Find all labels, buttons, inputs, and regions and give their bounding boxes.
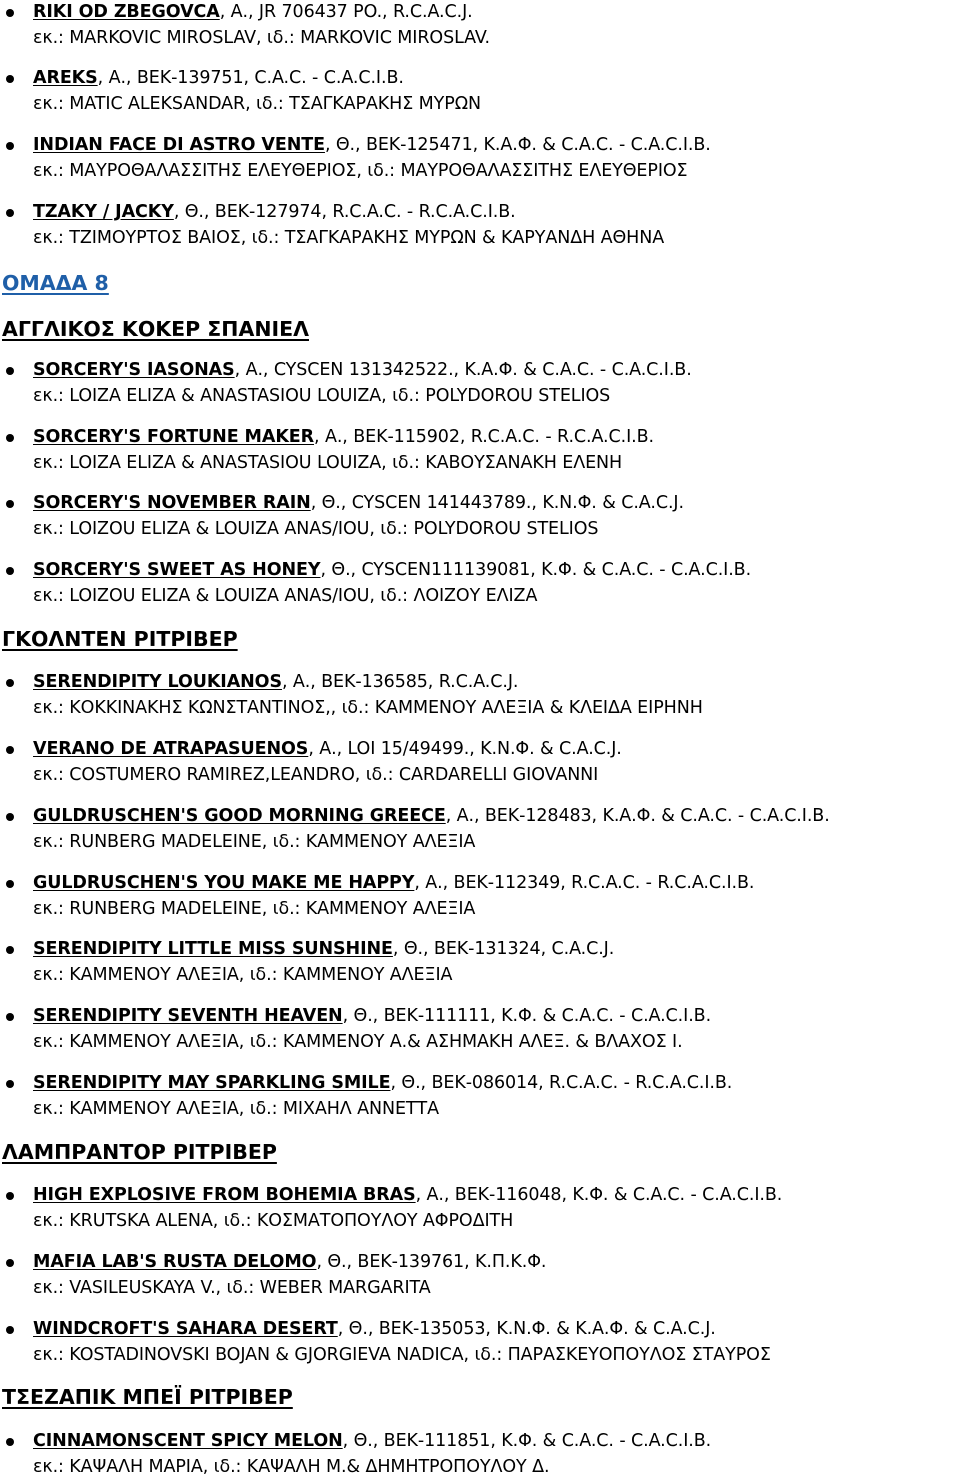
dog-owners: εκ.: ΚΑΜΜΕΝΟΥ ΑΛΕΞΙΑ, ιδ.: ΜΙΧΑΗΛ ΑΝΝΕΤΤΑ [33, 1099, 439, 1119]
bullet-icon [6, 9, 14, 17]
dog-owners: εκ.: KRUTSKA ALENA, ιδ.: ΚΟΣΜΑΤΟΠΟΥΛΟΥ ΑΦΡΟΔΙΤΗ [33, 1211, 514, 1231]
dog-owners: εκ.: ΤΖΙΜΟΥΡΤΟΣ ΒΑΙΟΣ, ιδ.: ΤΣΑΓΚΑΡΑΚΗΣ ΜΥΡΩΝ & ΚΑΡΥΑΝΔΗ ΑΘΗΝΑ [33, 228, 665, 248]
dog-name: SORCERY'S NOVEMBER RAIN [33, 493, 311, 513]
bullet-icon [6, 1080, 14, 1088]
dog-details: , Α., ΒΕΚ-139751, C.A.C. - C.A.C.I.B. [97, 68, 404, 88]
dog-name: AREKS [33, 68, 98, 88]
bullet-icon [6, 946, 14, 954]
dog-owners: εκ.: RUNBERG MADELEINE, ιδ.: ΚΑΜΜΕΝΟΥ ΑΛΕΞΙΑ [33, 832, 476, 852]
bullet-icon [6, 1326, 14, 1334]
dog-owners: εκ.: RUNBERG MADELEINE, ιδ.: ΚΑΜΜΕΝΟΥ ΑΛΕΞΙΑ [33, 899, 476, 919]
dog-name: INDIAN FACE DI ASTRO VENTE [33, 135, 325, 155]
dog-owners: εκ.: ΜΑΥΡΟΘΑΛΑΣΣΙΤΗΣ ΕΛΕΥΘΕΡΙΟΣ, ιδ.: ΜΑΥΡΟΘΑΛΑΣΣΙΤΗΣ ΕΛΕΥΘΕΡΙΟΣ [33, 161, 688, 181]
dog-name: VERANO DE ATRAPASUENOS [33, 739, 309, 759]
bullet-icon [6, 1192, 14, 1200]
dog-details: , Θ., ΒΕΚ-131324, C.A.C.J. [392, 939, 615, 959]
dog-owners: εκ.: ΚΟΚΚΙΝΑΚΗΣ ΚΩΝΣΤΑΝΤΙΝΟΣ,, ιδ.: ΚΑΜΜΕΝΟΥ ΑΛΕΞΙΑ & ΚΛΕΙΔΑ ΕΙΡΗΝΗ [33, 698, 703, 718]
bullet-icon [6, 142, 14, 150]
breed-heading: ΛΑΜΠΡΑΝΤΟΡ ΡΙΤΡΙΒΕΡ [2, 1140, 277, 1164]
dog-details: , Θ., ΒΕΚ-086014, R.C.A.C. - R.C.A.C.I.B. [390, 1073, 733, 1093]
dog-owners: εκ.: LOIZOU ELIZA & LOUIZA ANAS/IOU, ιδ.: POLYDOROU STELIOS [33, 519, 599, 539]
dog-owners: εκ.: KOSTADINOVSKI BOJAN & GJORGIEVA NADICA, ιδ.: ΠΑΡΑΣΚΕΥΟΠΟΥΛΟΣ ΣΤΑΥΡΟΣ [33, 1345, 771, 1365]
dog-owners: εκ.: COSTUMERO RAMIREZ,LEANDRO, ιδ.: CARDARELLI GIOVANNI [33, 765, 599, 785]
dog-name: SERENDIPITY LOUKIANOS [33, 672, 282, 692]
dog-details: , Α., JR 706437 PO., R.C.A.C.J. [219, 2, 473, 22]
dog-owners: εκ.: LOIZA ELIZA & ANASTASIOU LOUIZA, ιδ.: ΚΑΒΟΥΣΑΝΑΚΗ ΕΛΕΝΗ [33, 453, 623, 473]
dog-details: , Θ., CYSCEN111139081, Κ.Φ. & C.A.C. - C.A.C.I.B. [320, 560, 752, 580]
bullet-icon [6, 1013, 14, 1021]
dog-name: SERENDIPITY LITTLE MISS SUNSHINE [33, 939, 393, 959]
group-heading: ΟΜΑΔΑ 8 [2, 271, 109, 295]
breed-heading: ΓΚΟΛΝΤΕΝ ΡΙΤΡΙΒΕΡ [2, 627, 238, 651]
dog-owners: εκ.: MARKOVIC MIROSLAV, ιδ.: MARKOVIC MIROSLAV. [33, 28, 490, 48]
dog-name: SORCERY'S IASONAS [33, 360, 235, 380]
dog-details: , Α., LOI 15/49499., Κ.Ν.Φ. & C.A.C.J. [308, 739, 622, 759]
dog-name: MAFIA LAB'S RUSTA DELOMO [33, 1252, 317, 1272]
dog-details: , Θ., ΒΕΚ-127974, R.C.A.C. - R.C.A.C.I.B. [173, 202, 516, 222]
dog-name: CINNAMONSCENT SPICY MELON [33, 1431, 343, 1451]
dog-details: , Θ., ΒΕΚ-111111, Κ.Φ. & C.A.C. - C.A.C.I.B. [342, 1006, 712, 1026]
bullet-icon [6, 1259, 14, 1267]
dog-name: WINDCROFT'S SAHARA DESERT [33, 1319, 338, 1339]
bullet-icon [6, 1438, 14, 1446]
dog-details: , Θ., ΒΕΚ-111851, Κ.Φ. & C.A.C. - C.A.C.I.B. [342, 1431, 712, 1451]
dog-name: GULDRUSCHEN'S YOU MAKE ME HAPPY [33, 873, 415, 893]
dog-name: RIKI OD ZBEGOVCA [33, 2, 220, 22]
dog-owners: εκ.: VASILEUSKAYA V., ιδ.: WEBER MARGARITA [33, 1278, 431, 1298]
bullet-icon [6, 500, 14, 508]
dog-details: , Α., ΒΕΚ-116048, Κ.Φ. & C.A.C. - C.A.C.I.B. [415, 1185, 783, 1205]
dog-name: SERENDIPITY MAY SPARKLING SMILE [33, 1073, 391, 1093]
dog-name: SORCERY'S FORTUNE MAKER [33, 427, 315, 447]
bullet-icon [6, 679, 14, 687]
bullet-icon [6, 75, 14, 83]
dog-details: , Θ., ΒΕΚ-135053, Κ.Ν.Φ. & Κ.Α.Φ. & C.A.C.J. [337, 1319, 716, 1339]
bullet-icon [6, 813, 14, 821]
dog-details: , Α., CYSCEN 131342522., Κ.Α.Φ. & C.A.C. - C.A.C.I.B. [234, 360, 692, 380]
bullet-icon [6, 746, 14, 754]
dog-owners: εκ.: LOIZOU ELIZA & LOUIZA ANAS/IOU, ιδ.: ΛΟΙΖΟΥ ΕΛΙΖΑ [33, 586, 538, 606]
dog-details: , Θ., ΒΕΚ-125471, Κ.Α.Φ. & C.A.C. - C.A.C.I.B. [324, 135, 711, 155]
dog-owners: εκ.: ΚΑΜΜΕΝΟΥ ΑΛΕΞΙΑ, ιδ.: ΚΑΜΜΕΝΟΥ Α.& ΑΣΗΜΑΚΗ ΑΛΕΞ. & ΒΛΑΧΟΣ Ι. [33, 1032, 683, 1052]
bullet-icon [6, 567, 14, 575]
dog-name: TZAKY / JACKY [33, 202, 174, 222]
bullet-icon [6, 434, 14, 442]
bullet-icon [6, 880, 14, 888]
breed-heading: ΤΣΕΖΑΠΙΚ ΜΠΕΪ ΡΙΤΡΙΒΕΡ [2, 1385, 293, 1409]
dog-name: SORCERY'S SWEET AS HONEY [33, 560, 321, 580]
dog-details: , Α., ΒΕΚ-128483, Κ.Α.Φ. & C.A.C. - C.A.C.I.B. [445, 806, 830, 826]
breed-heading: ΑΓΓΛΙΚΟΣ ΚΟΚΕΡ ΣΠΑΝΙΕΛ [2, 317, 309, 341]
dog-details: , Θ., CYSCEN 141443789., Κ.Ν.Φ. & C.A.C.J. [310, 493, 684, 513]
dog-name: GULDRUSCHEN'S GOOD MORNING GREECE [33, 806, 446, 826]
dog-owners: εκ.: LOIZA ELIZA & ANASTASIOU LOUIZA, ιδ.: POLYDOROU STELIOS [33, 386, 611, 406]
dog-owners: εκ.: MATIC ALEKSANDAR, ιδ.: ΤΣΑΓΚΑΡΑΚΗΣ ΜΥΡΩΝ [33, 94, 481, 114]
dog-name: HIGH EXPLOSIVE FROM BOHEMIA BRAS [33, 1185, 416, 1205]
dog-owners: εκ.: ΚΑΜΜΕΝΟΥ ΑΛΕΞΙΑ, ιδ.: ΚΑΜΜΕΝΟΥ ΑΛΕΞΙΑ [33, 965, 453, 985]
dog-details: , Θ., ΒΕΚ-139761, Κ.Π.Κ.Φ. [316, 1252, 547, 1272]
dog-details: , Α., ΒΕΚ-136585, R.C.A.C.J. [281, 672, 519, 692]
dog-details: , Α., ΒΕΚ-115902, R.C.A.C. - R.C.A.C.I.B. [314, 427, 654, 447]
bullet-icon [6, 367, 14, 375]
bullet-icon [6, 209, 14, 217]
dog-name: SERENDIPITY SEVENTH HEAVEN [33, 1006, 343, 1026]
dog-owners: εκ.: ΚΑΨΑΛΗ ΜΑΡΙΑ, ιδ.: ΚΑΨΑΛΗ Μ.& ΔΗΜΗΤΡΟΠΟΥΛΟΥ Δ. [33, 1457, 550, 1477]
dog-details: , Α., ΒΕΚ-112349, R.C.A.C. - R.C.A.C.I.B. [414, 873, 755, 893]
